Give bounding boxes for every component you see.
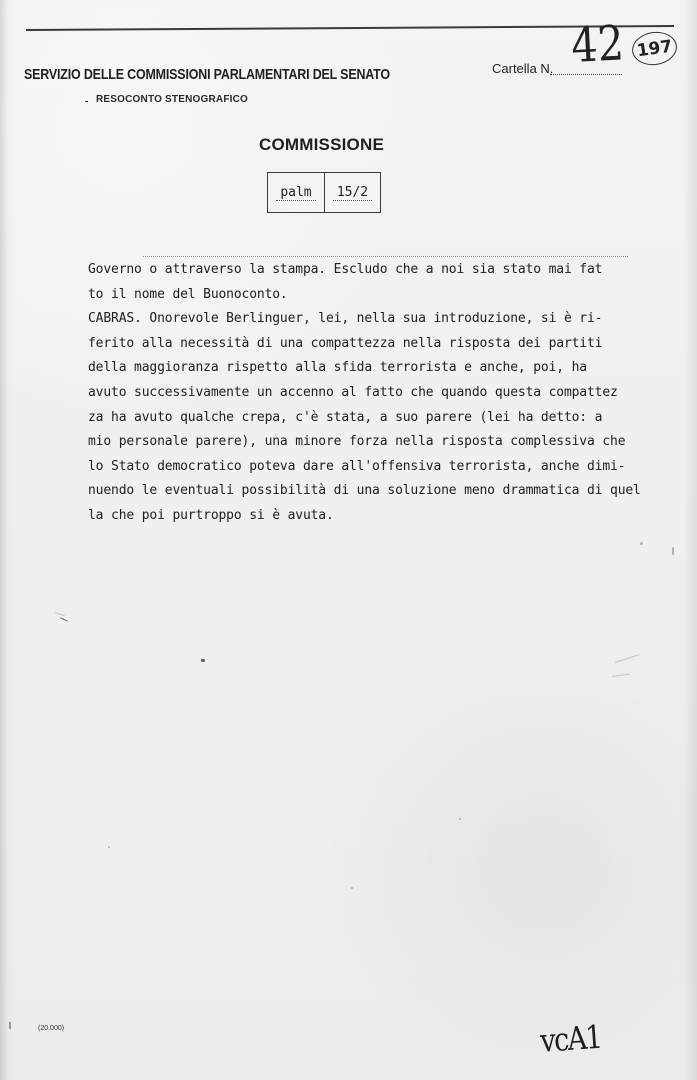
paper-speck: [351, 887, 353, 889]
folder-stamp-number: 197: [630, 29, 679, 68]
margin-mark: [9, 1022, 11, 1029]
folder-dotted-line: [550, 74, 622, 75]
transcript-line: nuendo le eventuali possibilità di una soluzione meno drammatica di quel: [88, 483, 641, 499]
transcript-top-dotted-line: [143, 256, 628, 257]
transcript-line: ferito alla necessità di una compattezza nella risposta dei partiti: [88, 335, 603, 351]
folder-handwritten-number: 42: [569, 15, 626, 74]
transcript-line: lo Stato democratico poteva dare all'offensiva terrorista, anche dimi-: [88, 458, 626, 474]
paper-speck: [201, 659, 205, 662]
paper-scratch: [55, 612, 65, 616]
transcript-line: za ha avuto qualche crepa, c'è stata, a suo parere (lei ha detto: a: [88, 409, 603, 425]
left-edge-shadow: [0, 0, 16, 1080]
transcript-line: mio personale parere), una minore forza nella risposta complessiva che: [88, 434, 626, 450]
paper-speck: [459, 818, 461, 820]
form-code: (20.000): [38, 1025, 65, 1032]
session-box: [267, 172, 381, 213]
office-heading: SERVIZIO DELLE COMMISSIONI PARLAMENTARI DEL SENATO: [24, 66, 390, 83]
transcript-line: Governo o attraverso la stampa. Escludo che a noi sia stato mai fat: [88, 262, 603, 277]
transcript-line: la che poi purtroppo si è avuta.: [88, 507, 334, 523]
folder-label: Cartella N.: [492, 61, 554, 76]
transcript-line: avuto successivamente un accenno al fatto che quando questa compattez: [88, 384, 618, 400]
paper-mark: [60, 617, 68, 621]
paper-speck: [672, 547, 674, 555]
document-subtitle: RESOCONTO STENOGRAFICO: [96, 94, 249, 105]
transcript-line: to il nome del Buonoconto.: [88, 286, 288, 302]
transcript-line: CABRAS. Onorevole Berlinguer, lei, nella sua introduzione, si è ri-: [88, 311, 603, 327]
paper-scratch: [612, 673, 630, 676]
transcript-line: della maggioranza rispetto alla sfida terrorista e anche, poi, ha: [88, 360, 587, 376]
paper-speck: [640, 542, 643, 545]
paper-scratch: [615, 654, 640, 663]
subtitle-mark: [85, 101, 88, 102]
paper-speck: [108, 846, 110, 848]
right-edge-shadow: [683, 0, 697, 1080]
commission-title: COMMISSIONE: [259, 135, 384, 154]
handwritten-signature: vcA1: [539, 1017, 603, 1060]
session-code: palm: [268, 173, 325, 212]
transcript-body: [88, 258, 678, 529]
session-page: 15/2: [325, 173, 380, 212]
